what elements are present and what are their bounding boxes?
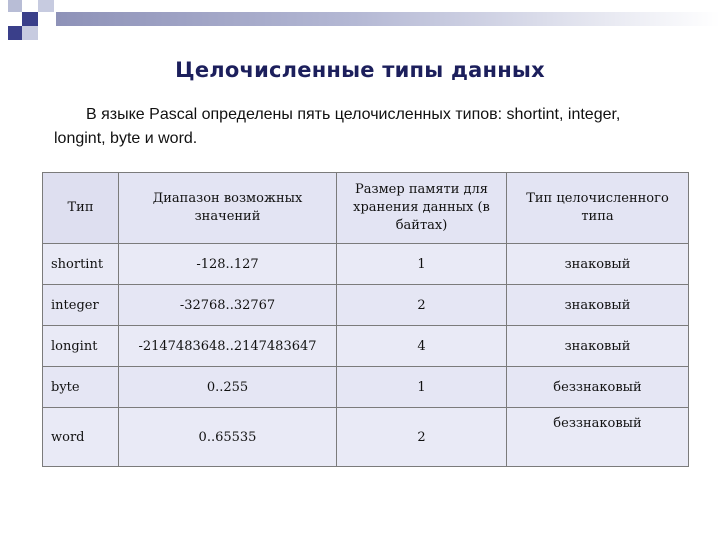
decor-square	[22, 12, 38, 26]
cell-size: 4	[337, 326, 507, 367]
intro-paragraph: В языке Pascal определены пять целочисленных типов: shortint, integer, longint, byte и word.	[54, 106, 621, 147]
cell-type-name: integer	[43, 285, 119, 326]
decor-square	[8, 0, 22, 12]
table-row	[43, 408, 689, 467]
decor-square	[8, 26, 22, 40]
cell-range: 0..255	[119, 367, 337, 408]
table-row	[43, 285, 689, 326]
header-size: Размер памяти для хранения данных (в байтах)	[337, 173, 507, 244]
header-sign: Тип целочисленного типа	[507, 173, 689, 244]
table-row	[43, 326, 689, 367]
cell-type-name: longint	[43, 326, 119, 367]
cell-type-name: word	[43, 408, 119, 467]
cell-type-name: shortint	[43, 244, 119, 285]
decor-square	[38, 0, 54, 12]
integer-types-table	[42, 172, 689, 467]
header-range: Диапазон возможных значений	[119, 173, 337, 244]
table-header-row	[43, 173, 689, 244]
cell-size: 2	[337, 285, 507, 326]
cell-type-name: byte	[43, 367, 119, 408]
cell-sign: беззнаковый	[507, 408, 689, 467]
table-row	[43, 244, 689, 285]
cell-size: 1	[337, 244, 507, 285]
slide-title: Целочисленные типы данных	[175, 58, 545, 82]
cell-range: 0..65535	[119, 408, 337, 467]
cell-sign: беззнаковый	[507, 367, 689, 408]
table-row	[43, 367, 689, 408]
cell-sign: знаковый	[507, 244, 689, 285]
cell-sign: знаковый	[507, 285, 689, 326]
header-type: Тип	[43, 173, 119, 244]
header-gradient-bar	[56, 12, 720, 26]
decor-square	[22, 26, 38, 40]
cell-sign: знаковый	[507, 326, 689, 367]
cell-range: -2147483648..2147483647	[119, 326, 337, 367]
cell-size: 2	[337, 408, 507, 467]
cell-range: -32768..32767	[119, 285, 337, 326]
cell-range: -128..127	[119, 244, 337, 285]
cell-size: 1	[337, 367, 507, 408]
